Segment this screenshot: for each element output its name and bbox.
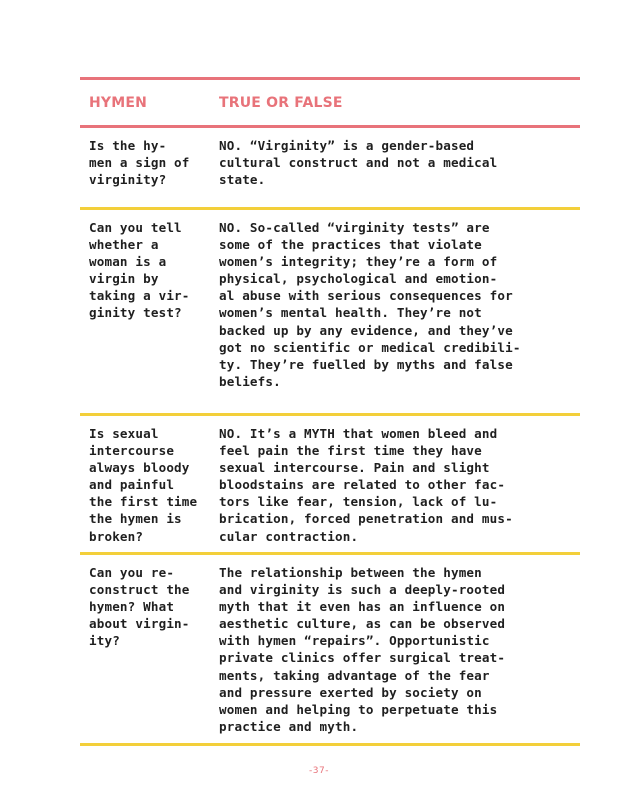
header-true-or-false: TRUE OR FALSE [219,94,343,111]
table-header [80,80,580,125]
answer-cell: NO. “Virginity” is a gender-based cultural construct and not a medical state. [219,138,498,188]
question-cell: Is the hy- men a sign of virginity? [89,138,190,188]
header-hymen: HYMEN [89,94,148,111]
table-row [80,416,580,552]
table-row [80,210,580,413]
table-row [80,555,580,743]
page-number: -37- [309,766,329,776]
answer-cell: NO. So-called “virginity tests” are some of the practices that violate women’s integrity; they’re a form of physical, psychological and emotion- al abuse with serious consequences for women’s mental health. They’re not backed up by any evidence, and they’ve got no scientific or medical credibili- ty. They’re fuelled by myths and false beliefs. [219,220,521,389]
question-cell: Is sexual intercourse always bloody and painful the first time the hymen is broken? [89,426,198,544]
table-bottom-rule [80,743,580,746]
hymen-true-or-false-table [80,77,580,746]
question-cell: Can you tell whether a woman is a virgin by taking a vir- ginity test? [89,220,190,321]
question-cell: Can you re- construct the hymen? What about virgin- ity? [89,565,190,649]
table-row [80,128,580,207]
answer-cell: NO. It’s a MYTH that women bleed and feel pain the first time they have sexual intercourse. Pain and slight bloodstains are related to other fac- tors like fear, tension, lack of lu- brication, forced penetration and mus- cular contraction. [219,426,513,544]
answer-cell: The relationship between the hymen and virginity is such a deeply-rooted myth that it even has an influence on aesthetic culture, as can be observed with hymen “repairs”. Opportunistic private clinics offer surgical treat- ments, taking advantage of the fear and pressure exerted by society on women and helping to perpetuate this practice and myth. [219,565,506,734]
